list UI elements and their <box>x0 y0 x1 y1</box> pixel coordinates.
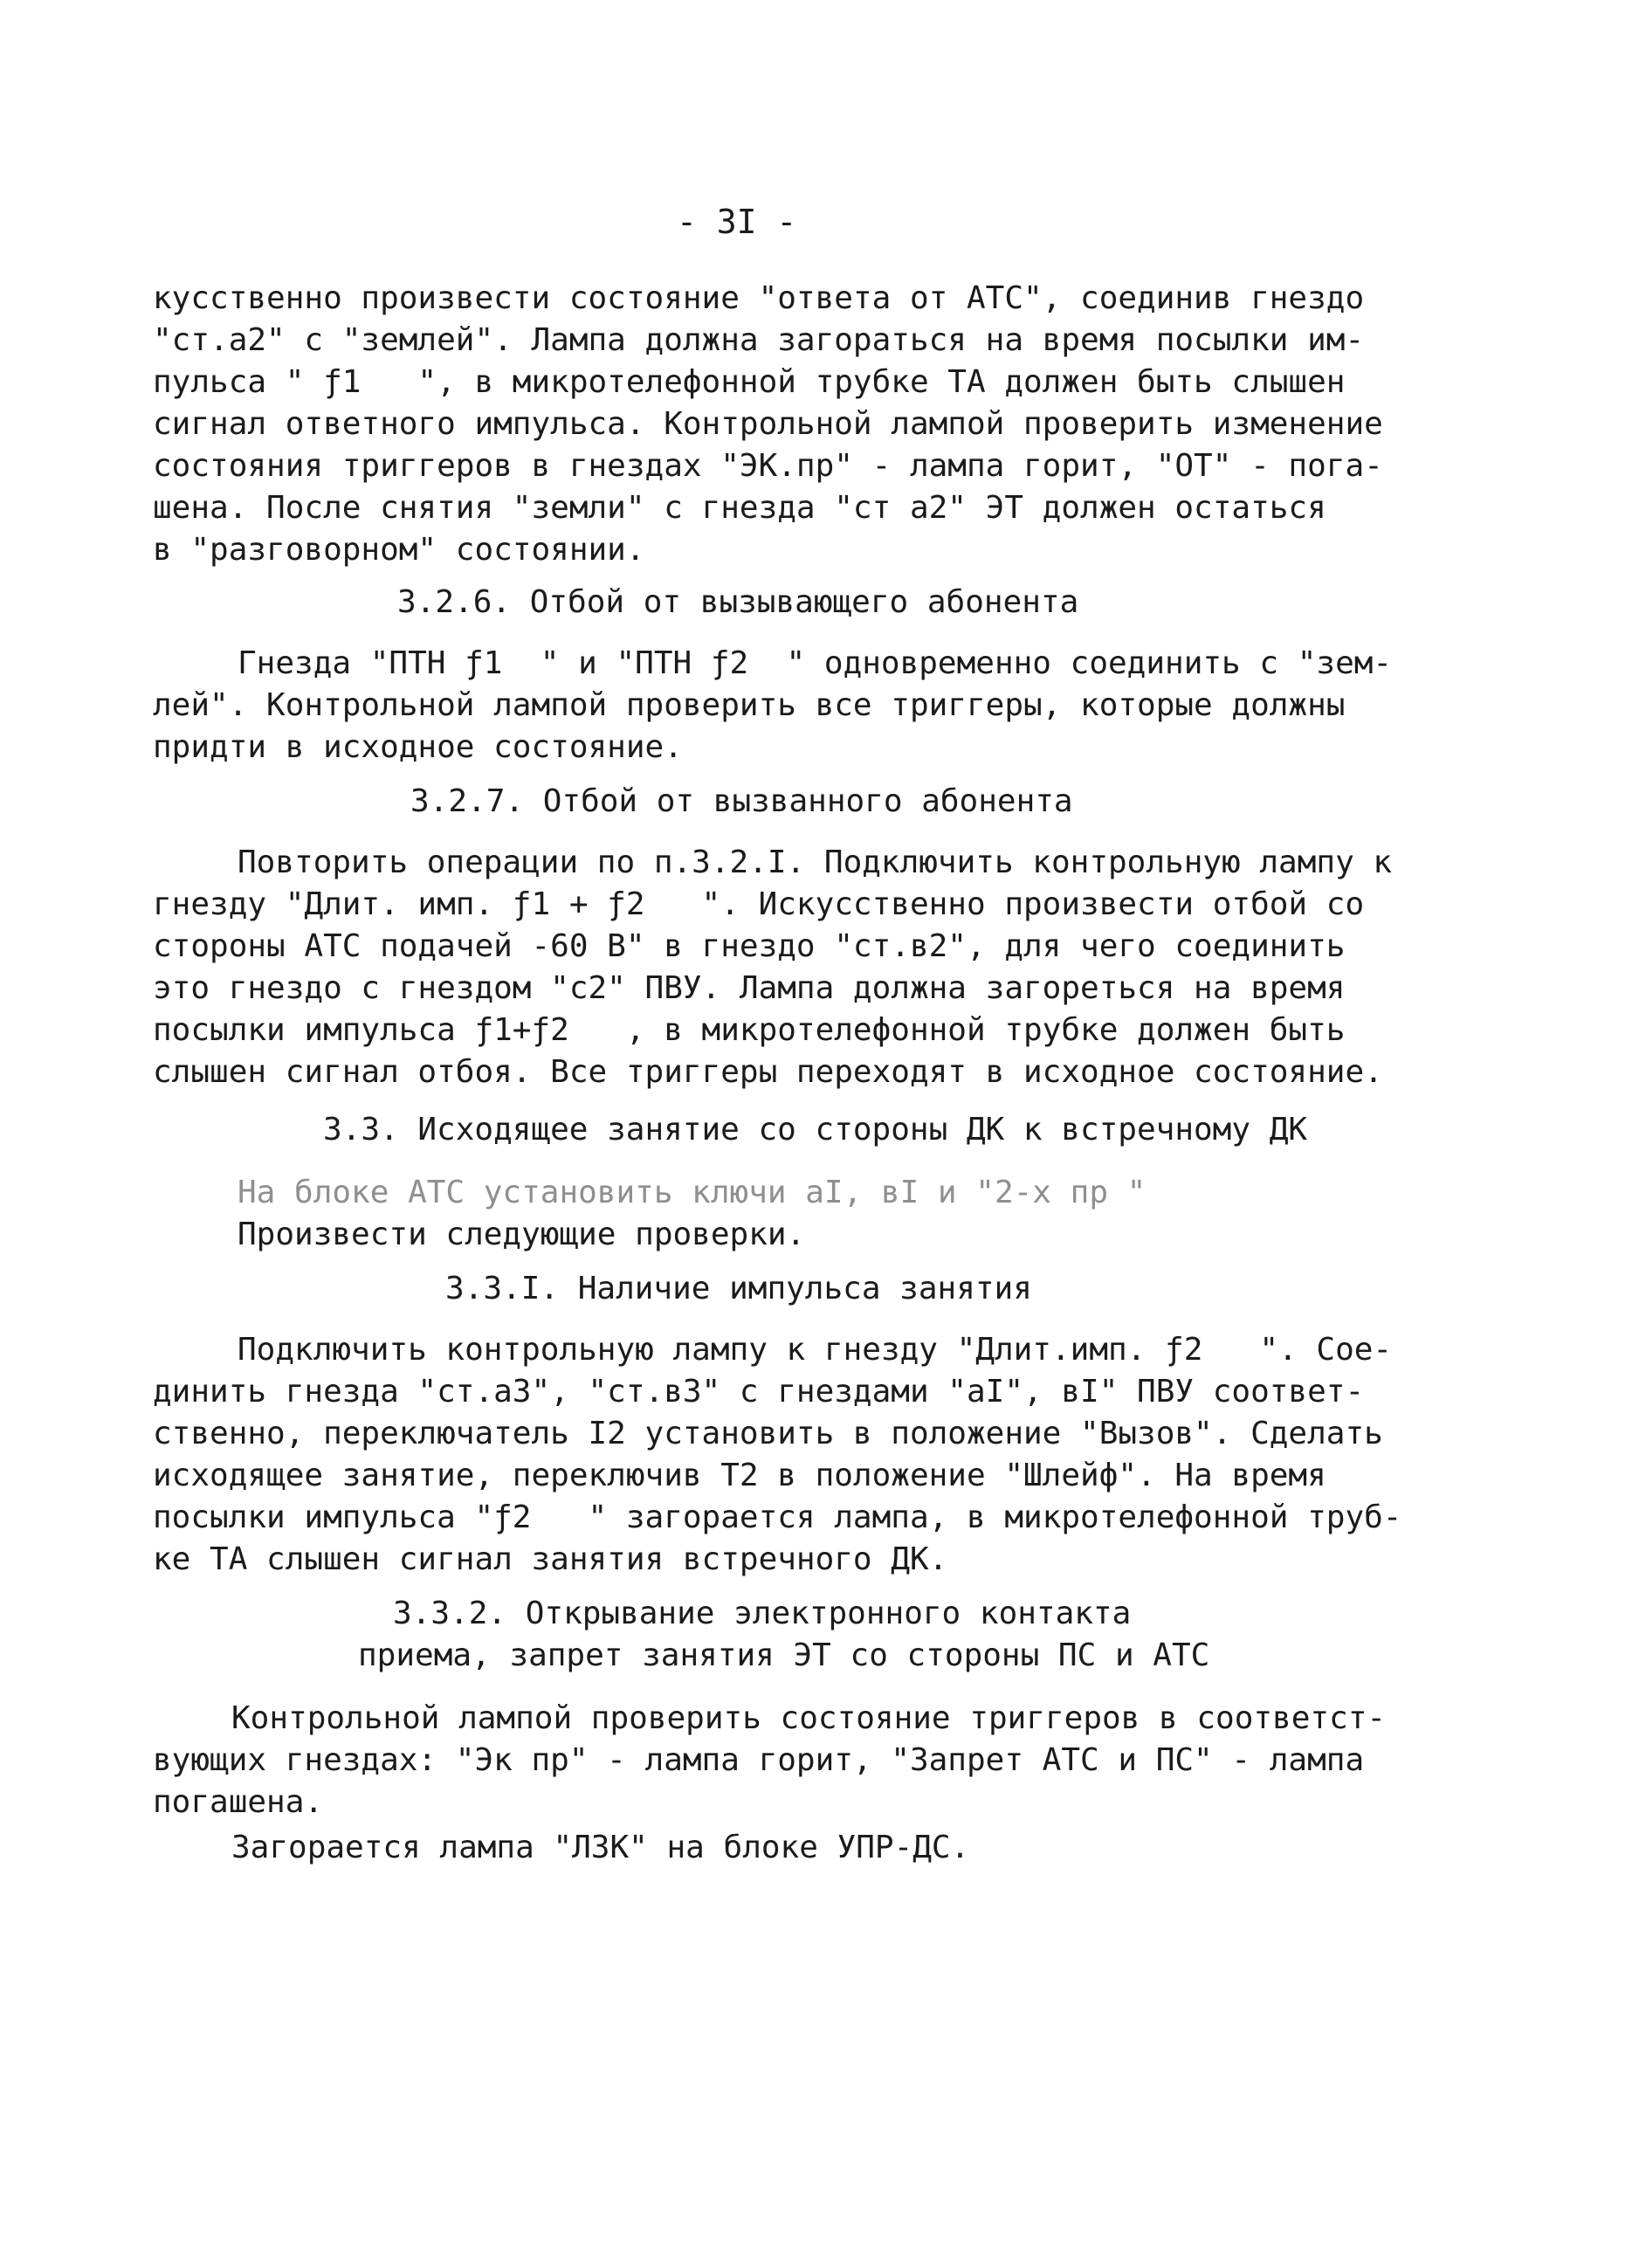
p5-line-2: динить гнезда "ст.а3", "ст.в3" с гнездами "аI", вI" ПВУ соответ- <box>153 1374 1365 1410</box>
p5-line-5: посылки импульса "ƒ2 " загорается лампа, в микротелефонной труб- <box>153 1499 1402 1535</box>
p1-line-6: шена. После снятия "земли" с гнезда "ст а2" ЭТ должен остаться <box>153 490 1326 526</box>
p3-line-6: слышен сигнал отбоя. Все триггеры переходят в исходное состояние. <box>153 1054 1383 1090</box>
p5-line-1: Подключить контрольную лампу к гнезду "Длит.имп. ƒ2 ". Сое- <box>238 1332 1393 1368</box>
heading-3-3: 3.3. Исходящее занятие со стороны ДК к встречному ДК <box>323 1112 1308 1148</box>
p3-line-1: Повторить операции по п.3.2.I. Подключить контрольную лампу к <box>238 844 1393 880</box>
page-number: - 3I - <box>677 203 797 241</box>
p5-line-4: исходящее занятие, переключив Т2 в положение "Шлейф". На время <box>153 1458 1326 1493</box>
p6-line-2: вующих гнездах: "Эк пр" - лампа горит, "Запрет АТС и ПС" - лампа <box>153 1742 1365 1778</box>
heading-3-3-2-line-2: приема, запрет занятия ЭТ со стороны ПС и АТС <box>358 1637 1210 1673</box>
p1-line-3: пульса " ƒ1 ", в микротелефонной трубке ТА должен быть слышен <box>153 364 1346 400</box>
p6-line-1: Контрольной лампой проверить состояние триггеров в соответст- <box>231 1700 1387 1736</box>
p1-line-2: "ст.а2" с "землей". Лампа должна загораться на время посылки им- <box>153 322 1365 358</box>
p3-line-4: это гнездо с гнездом "с2" ПВУ. Лампа должна загореться на время <box>153 970 1346 1006</box>
heading-3-3-1: 3.3.I. Наличие импульса занятия <box>445 1271 1032 1306</box>
p6-line-3: погашена. <box>153 1784 324 1820</box>
p3-line-5: посылки импульса ƒ1+ƒ2 , в микротелефонной трубке должен быть <box>153 1012 1346 1048</box>
p2-line-2: лей". Контрольной лампой проверить все триггеры, которые должны <box>153 687 1346 723</box>
p7-line: Загорается лампа "ЛЗК" на блоке УПР-ДС. <box>231 1830 970 1865</box>
heading-3-3-2-line-1: 3.3.2. Открывание электронного контакта <box>393 1596 1132 1631</box>
p4-line: Произвести следующие проверки. <box>238 1217 806 1252</box>
p3-line-2: гнезду "Длит. имп. ƒ1 + ƒ2 ". Искусственно произвести отбой со <box>153 886 1365 922</box>
p2-line-3: придти в исходное состояние. <box>153 729 683 765</box>
heading-3-2-7: 3.2.7. Отбой от вызванного абонента <box>410 783 1073 819</box>
p2-line-1: Гнезда "ПТН ƒ1 " и "ПТН ƒ2 " одновременно соединить с "зем- <box>238 645 1393 681</box>
p4-faded-line: На блоке АТС установить ключи аI, вI и "2-х пр " <box>238 1175 1147 1210</box>
p1-line-1: кусственно произвести состояние "ответа от АТС", соединив гнездо <box>153 280 1365 316</box>
heading-3-2-6: 3.2.6. Отбой от вызывающего абонента <box>397 584 1079 620</box>
p5-line-6: ке ТА слышен сигнал занятия встречного ДК. <box>153 1541 948 1577</box>
p1-line-5: состояния триггеров в гнездах "ЭК.пр" - лампа горит, "ОТ" - пога- <box>153 448 1383 484</box>
p1-line-7: в "разговорном" состоянии. <box>153 532 645 568</box>
p1-line-4: сигнал ответного импульса. Контрольной лампой проверить изменение <box>153 406 1383 442</box>
p5-line-3: ственно, переключатель I2 установить в положение "Вызов". Сделать <box>153 1416 1383 1451</box>
p3-line-3: стороны АТС подачей -60 В" в гнездо "ст.в2", для чего соединить <box>153 928 1346 964</box>
